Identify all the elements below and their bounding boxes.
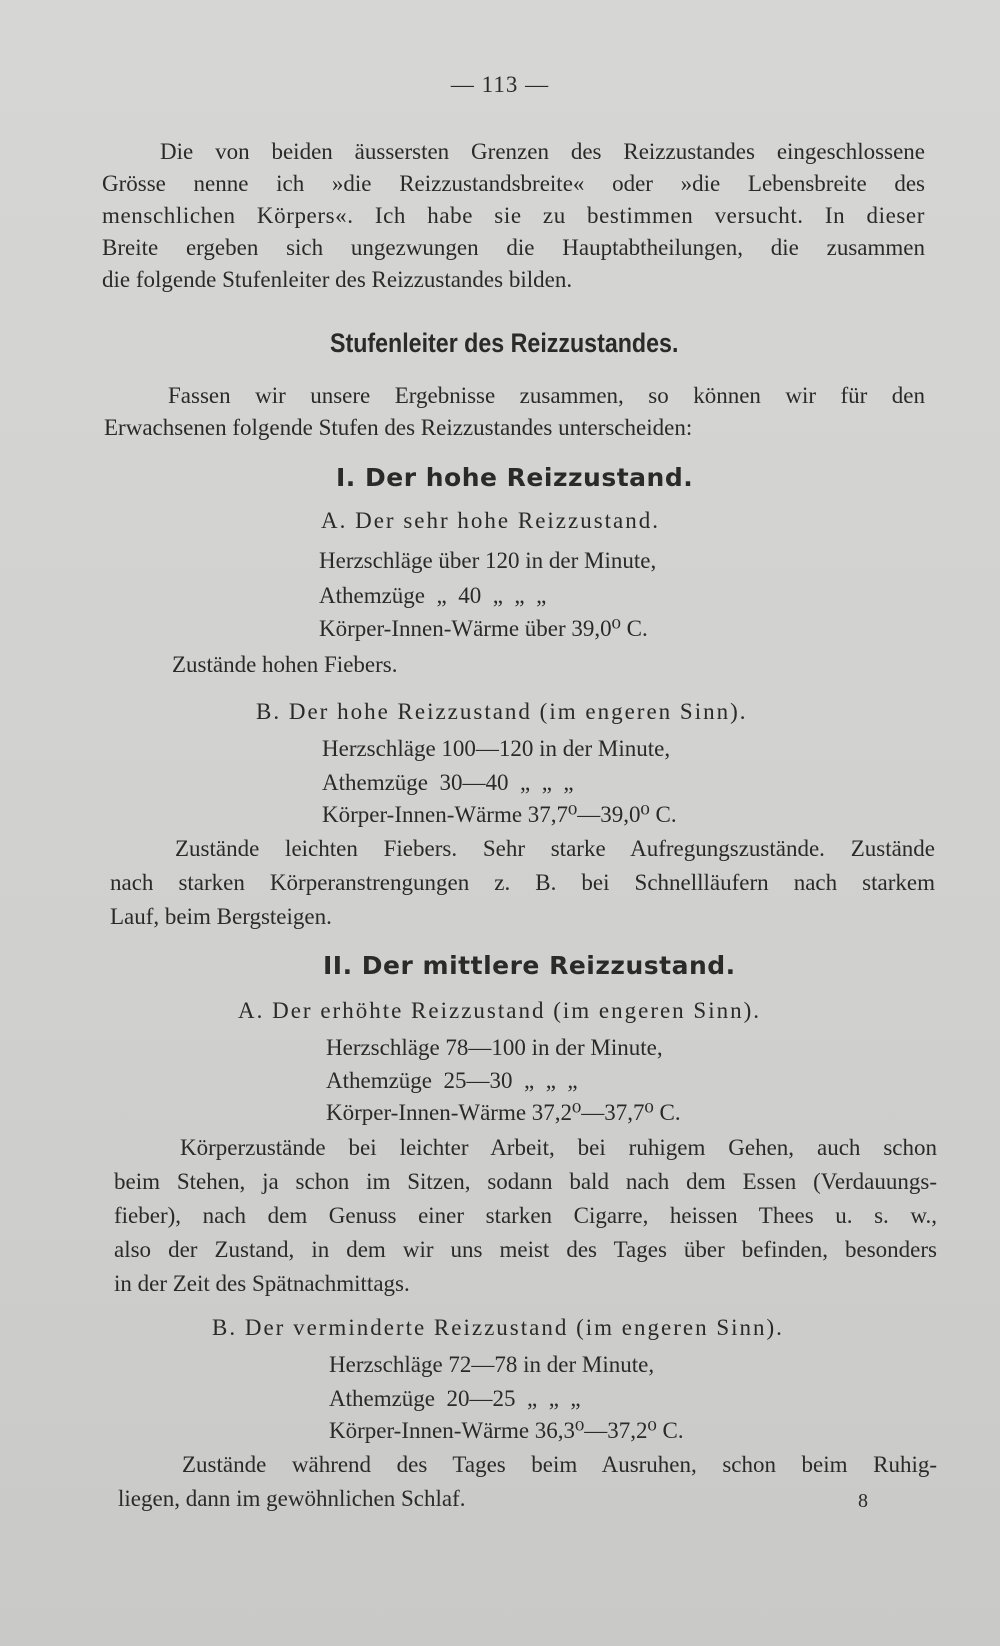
section-1a-value-1: Herzschläge über 120 in der Minute, — [319, 548, 657, 573]
section-2a-desc-2: beim Stehen, ja schon im Sitzen, sodann bald nach dem Essen (Verdauungs- — [114, 1169, 937, 1194]
section-2a-title: A. Der erhöhte Reizzustand (im engeren Sinn). — [238, 998, 762, 1023]
section-1b-title-text: B. Der hohe Reizzustand (im engeren Sinn). — [256, 699, 748, 724]
section-1b-desc-2: nach starken Körperanstrengungen z. B. bei Schnellläufern nach starkem — [110, 870, 935, 895]
section-1b-value-1: Herzschläge 100—120 in der Minute, — [322, 736, 671, 761]
summary-line-1: Fassen wir unsere Ergebnisse zusammen, so können wir für den — [168, 383, 925, 408]
section-2b-value-1: Herzschläge 72—78 in der Minute, — [329, 1352, 655, 1377]
section-2a-value-2: Athemzüge 25—30 „ „ „ — [326, 1068, 578, 1093]
section-2b-value-2: Athemzüge 20—25 „ „ „ — [329, 1386, 581, 1411]
page-title: Stufenleiter des Reizzustandes. — [330, 328, 679, 358]
section-2a-desc-3: fieber), nach dem Genuss einer starken Cigarre, heissen Thees u. s. w., — [114, 1203, 937, 1228]
intro-line-4: Breite ergeben sich ungezwungen die Hauptabtheilungen, die zusammen — [102, 235, 925, 260]
intro-line-1: Die von beiden äussersten Grenzen des Reizzustandes eingeschlossene — [160, 139, 925, 164]
section-2b-value-3: Körper-Innen-Wärme 36,3⁰—37,2⁰ C. — [329, 1418, 684, 1443]
signature-mark: 8 — [858, 1490, 868, 1512]
section-1b-title — [256, 697, 748, 727]
section-2b-desc-2: liegen, dann im gewöhnlichen Schlaf. — [118, 1486, 466, 1511]
section-1b-desc-1: Zustände leichten Fiebers. Sehr starke Aufregungszustände. Zustände — [175, 836, 935, 861]
section-2a-value-1: Herzschläge 78—100 in der Minute, — [326, 1035, 663, 1060]
section-1b-desc-3: Lauf, beim Bergsteigen. — [110, 904, 332, 929]
section-1-heading: I. Der hohe Reizzustand. — [336, 463, 694, 492]
section-1a-desc: Zustände hohen Fiebers. — [172, 652, 398, 677]
section-2a-value-3: Körper-Innen-Wärme 37,2⁰—37,7⁰ C. — [326, 1100, 681, 1125]
section-2b-desc-1: Zustände während des Tages beim Ausruhen, schon beim Ruhig- — [182, 1452, 937, 1477]
intro-line-5: die folgende Stufenleiter des Reizzustandes bilden. — [102, 267, 573, 292]
section-2-heading: II. Der mittlere Reizzustand. — [323, 951, 736, 980]
section-1a-value-3: Körper-Innen-Wärme über 39,0⁰ C. — [319, 616, 648, 641]
page-number: — 113 — — [450, 72, 550, 97]
section-2a-desc-1: Körperzustände bei leichter Arbeit, bei ruhigem Gehen, auch schon — [180, 1135, 937, 1160]
section-2a-desc-4: also der Zustand, in dem wir uns meist des Tages über befinden, besonders — [114, 1237, 937, 1262]
summary-line-2: Erwachsenen folgende Stufen des Reizzustandes unterscheiden: — [104, 415, 693, 440]
section-1a-value-2: Athemzüge „ 40 „ „ „ — [319, 583, 547, 608]
section-1a-title: A. Der sehr hohe Reizzustand. — [321, 508, 661, 533]
intro-line-2: Grösse nenne ich »die Reizzustandsbreite« oder »die Lebensbreite des — [102, 171, 925, 196]
section-1b-value-2: Athemzüge 30—40 „ „ „ — [322, 770, 574, 795]
intro-line-3: menschlichen Körpers«. Ich habe sie zu bestimmen versucht. In dieser — [102, 203, 925, 228]
section-2b-title: B. Der verminderte Reizzustand (im engeren Sinn). — [212, 1315, 784, 1340]
section-2a-desc-5: in der Zeit des Spätnachmittags. — [114, 1271, 410, 1296]
section-1b-value-3: Körper-Innen-Wärme 37,7⁰—39,0⁰ C. — [322, 802, 677, 827]
